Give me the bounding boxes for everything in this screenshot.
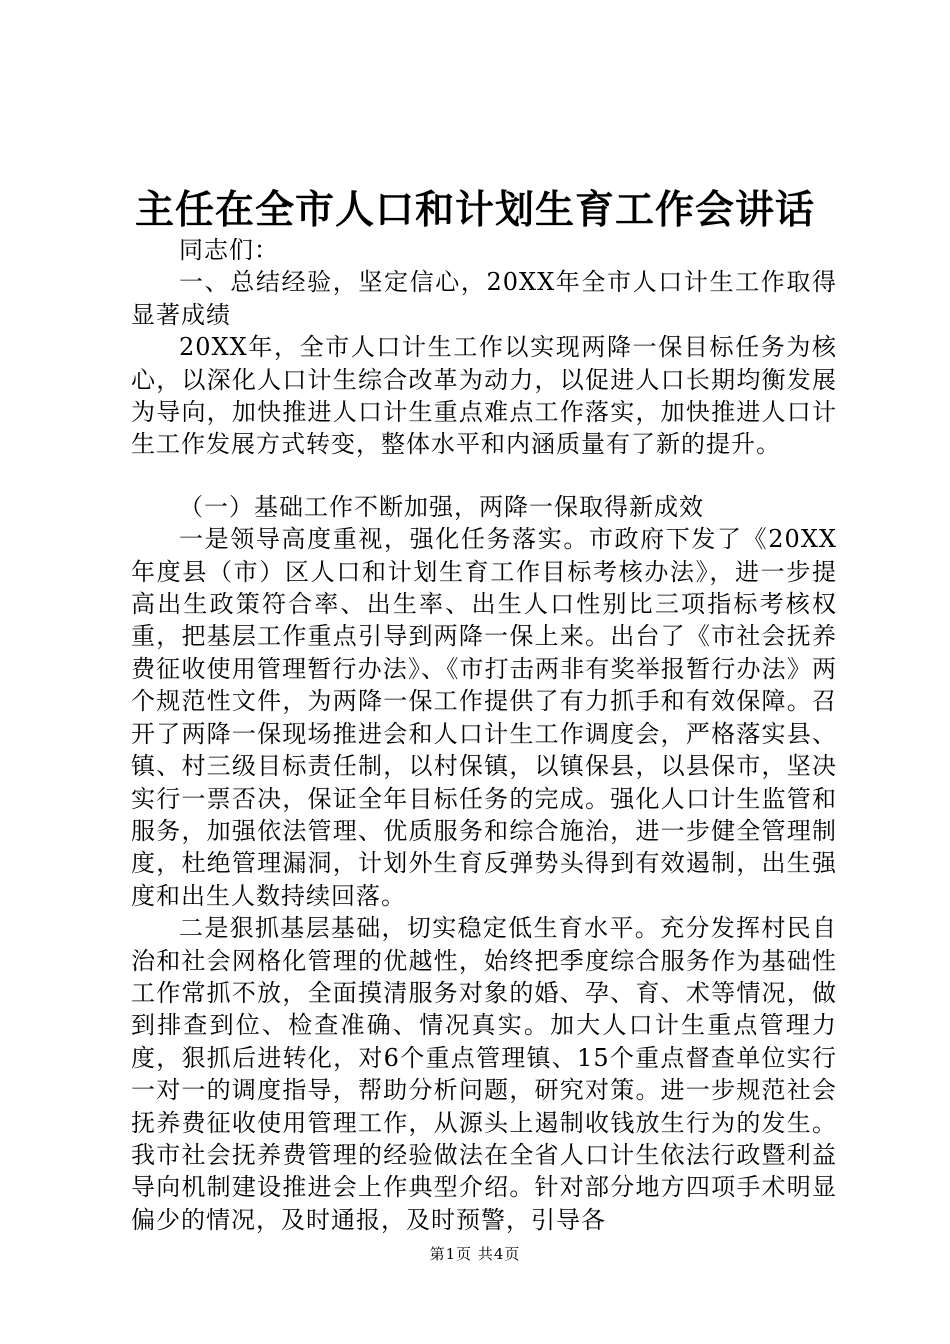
body-paragraph: 二是狠抓基层基础，切实稳定低生育水平。充分发挥村民自治和社会网格化管理的优越性，始终把季度综合服务作为基础性工作常抓不放，全面摸清服务对象的婚、孕、育、术等情况，做到排查到位、检查准确、情况真实。加大人口计生重点管理力度，狠抓后进转化，对6个重点管理镇、15个重点督查单位实行一对一的调度指导，帮助分析问题，研究对策。进一步规范社会抚养费征收使用管理工作，从源头上遏制收钱放生行为的发生。我市社会抚养费管理的经验做法在全省人口计生依法行政暨利益导向机制建设推进会上作典型介绍。针对部分地方四项手术明显偏少的情况，及时通报，及时预警，引导各	[131, 914, 837, 1234]
salutation: 同志们：	[179, 236, 279, 264]
page-number-footer: 第1页 共4页	[429, 1245, 521, 1263]
body-paragraph: 一是领导高度重视，强化任务落实。市政府下发了《20XX年度县（市）区人口和计划生育工作目标考核办法》，进一步提高出生政策符合率、出生率、出生人口性别比三项指标考核权重，把基层工作重点引导到两降一保上来。出台了《市社会抚养费征收使用管理暂行办法》、《市打击两非有奖举报暂行办法》两个规范性文件，为两降一保工作提供了有力抓手和有效保障。召开了两降一保现场推进会和人口计生工作调度会，严格落实县、镇、村三级目标责任制，以村保镇，以镇保县，以县保市，坚决实行一票否决，保证全年目标任务的完成。强化人口计生监管和服务，加强依法管理、优质服务和综合施治，进一步健全管理制度，杜绝管理漏洞，计划外生育反弹势头得到有效遏制，出生强度和出生人数持续回落。	[131, 525, 837, 910]
subsection-heading: （一）基础工作不断加强，两降一保取得新成效	[179, 492, 704, 521]
body-paragraph: 20XX年，全市人口计生工作以实现两降一保目标任务为核心，以深化人口计生综合改革为动力，以促进人口长期均衡发展为导向，加快推进人口计生重点难点工作落实，加快推进人口计生工作发展方式转变，整体水平和内涵质量有了新的提升。	[131, 333, 837, 459]
document-title: 主任在全市人口和计划生育工作会讲话	[134, 187, 815, 233]
document-body	[131, 234, 837, 1236]
section-heading: 一、总结经验，坚定信心，20XX年全市人口计生工作取得显著成绩	[131, 268, 837, 329]
